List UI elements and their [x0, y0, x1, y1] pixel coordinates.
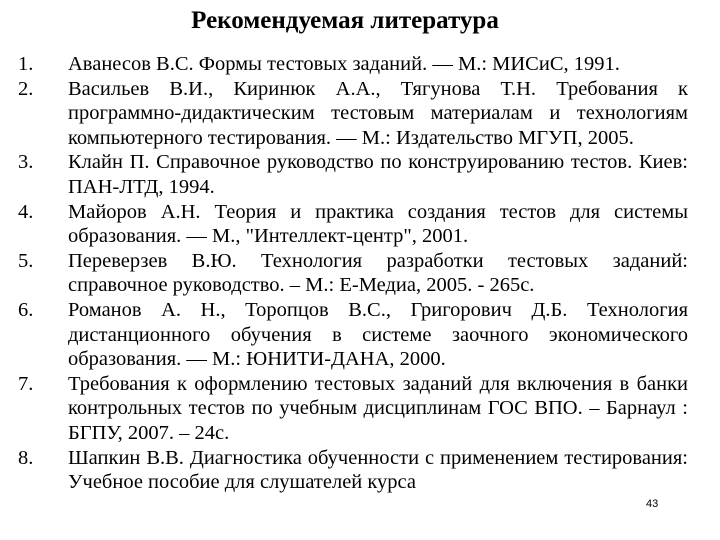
list-item-number: 5.: [18, 249, 34, 272]
list-item: [18, 298, 688, 372]
list-item-text: Романов А. Н., Торопцов В.С., Григорович Д.Б. Технология дистанционного обучения в системе заочного экономического образования. — М.: ЮНИТИ-ДАНА, 2000.: [68, 298, 688, 371]
reference-list: [18, 52, 688, 495]
list-item-number: 3.: [18, 151, 34, 174]
list-item: [18, 372, 688, 446]
list-item-number: 6.: [18, 298, 34, 321]
list-item: [18, 77, 688, 151]
list-item-text: Клайн П. Справочное руководство по конструированию тестов. Киев: ПАН-ЛТД, 1994.: [68, 151, 688, 198]
list-item: [18, 249, 688, 298]
list-item-number: 7.: [18, 372, 34, 395]
list-item-text: Майоров А.Н. Теория и практика создания тестов для системы образования. — М., "Интеллект-центр", 2001.: [68, 200, 688, 248]
list-item: [18, 150, 688, 199]
list-item-text: Переверзев В.Ю. Технология разработки тестовых заданий: справочное руководство. – М.: Е-Медиа, 2005. - 265с.: [68, 249, 688, 297]
list-item-number: 2.: [18, 77, 34, 100]
list-item-text: Требования к оформлению тестовых заданий для включения в банки контрольных тестов по учебным дисциплинам ГОС ВПО. – Барнаул : БГПУ, 2007. – 24с.: [68, 372, 688, 444]
list-item-number: 1.: [18, 53, 34, 75]
list-item: [18, 446, 688, 495]
list-item-number: 8.: [18, 446, 34, 469]
list-item-text: Шапкин В.В. Диагностика обученности с применением тестирования: Учебное пособие для слушателей курса: [68, 446, 688, 494]
page-title: Рекомендуемая литература: [191, 7, 499, 34]
page-number: 43: [646, 498, 659, 510]
list-item: [18, 200, 688, 249]
list-item-number: 4.: [18, 200, 34, 223]
list-item: [18, 52, 688, 77]
list-item-text: Васильев В.И., Киринюк А.А., Тягунова Т.Н. Требования к программно-дидактическим тестовым материалам и технологиям компьютерного тестирования. — М.: Издательство МГУП, 2005.: [68, 77, 688, 149]
list-item-text: Аванесов В.С. Формы тестовых заданий. — М.: МИСиС, 1991.: [68, 53, 620, 75]
